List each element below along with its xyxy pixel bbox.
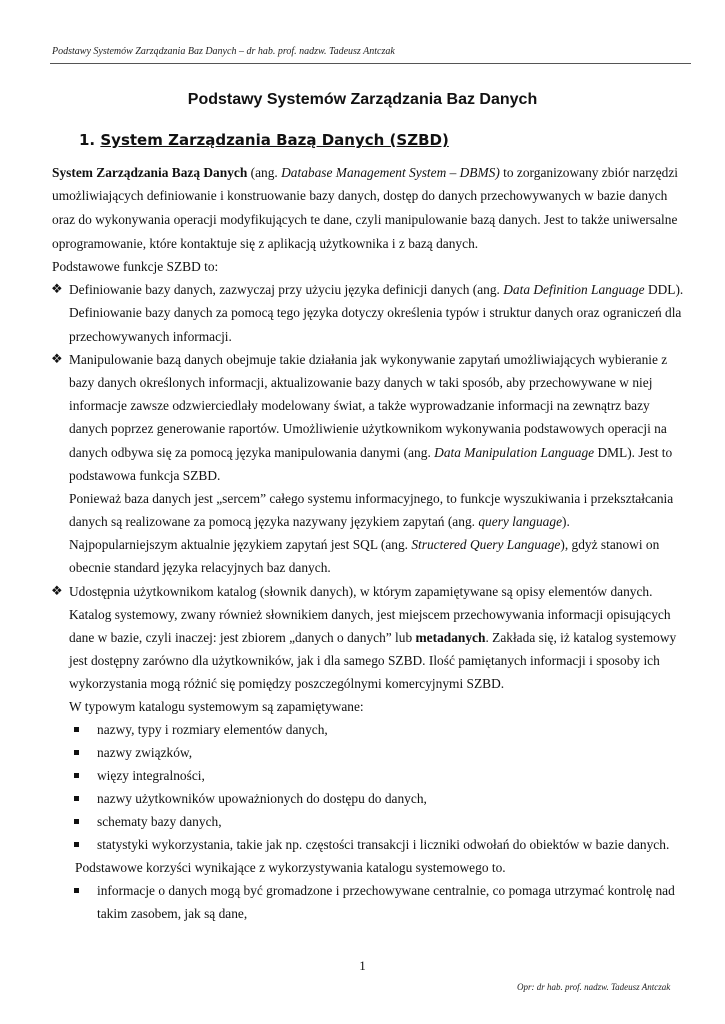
b3-l3-text: dane w bazie, czyli inaczej: jest zbiorem „danych o danych” lub — [69, 630, 416, 645]
square-bullet-icon — [74, 727, 79, 732]
intro-line-1 — [52, 166, 678, 179]
b1-l1-tail: DDL). — [644, 282, 684, 297]
diamond-bullet-icon: ❖ — [51, 352, 63, 367]
header-rule — [50, 63, 691, 64]
intro-line-3: oraz do wykonywania operacji modyfikujących te dane, czyli manipulowanie bazą danych. Jest to także uniwersalne — [52, 212, 678, 227]
b2-l8-text: danych są realizowane za pomocą języka nazywany językiem zapytań (ang. — [69, 514, 479, 529]
b2-line-3: informacje zawsze odzwierciedlały modelowany świat, a także wyprowadzanie informacji na zewnątrz bazy — [69, 398, 650, 413]
b3-line-6: W typowym katalogu systemowym są zapamiętywane: — [69, 699, 364, 714]
footer-note: Opr: dr hab. prof. nadzw. Tadeusz Antczak — [517, 982, 671, 992]
b2-l5-italic: Data Manipulation Language — [434, 445, 595, 460]
square-bullet-icon — [74, 819, 79, 824]
b2-line-6: podstawowa funkcja SZBD. — [69, 468, 221, 483]
b2-l9-tail: ), gdyż stanowi on — [560, 537, 660, 552]
b2-l5-tail: DML). Jest to — [594, 445, 673, 460]
section-title: System Zarządzania Bazą Danych (SZBD) — [100, 131, 449, 149]
b3-line-2: Katalog systemowy, zwany również słownikiem danych, jest miejscem przechowywania informacji opisujących — [69, 607, 671, 622]
b3-line-5: wykorzystania mogą różnić się pomiędzy poszczególnymi komercyjnymi SZBD. — [69, 676, 505, 691]
running-header: Podstawy Systemów Zarządzania Baz Danych – dr hab. prof. nadzw. Tadeusz Antczak — [52, 46, 395, 57]
square-bullet-icon — [74, 750, 79, 755]
sub-item-6: statystyki wykorzystania, takie jak np. częstości transakcji i liczniki odwołań do obiektów w bazie danych. — [97, 837, 670, 852]
b2-line-9 — [69, 538, 659, 551]
b3-l3-bold: metadanych — [415, 630, 486, 645]
b3-l3-tail: . Zakłada się, iż katalog systemowy — [485, 630, 677, 645]
intro-line-4: oprogramowanie, które kontaktuje się z aplikacją użytkownika i z bazą danych. — [52, 236, 479, 251]
sub-item-4: nazwy użytkowników upoważnionych do dostępu do danych, — [97, 791, 427, 806]
intro-rest: to zorganizowany zbiór narzędzi — [499, 165, 679, 180]
b1-line-1 — [69, 283, 683, 296]
b1-l1-italic: Data Definition Language — [503, 282, 645, 297]
b2-line-5 — [69, 446, 672, 459]
b3-line-3 — [69, 631, 676, 644]
square-bullet-icon — [74, 796, 79, 801]
section-heading — [79, 131, 449, 149]
b2-line-2: bazy danych określonych informacji, aktualizowanie bazy danych w taki sposób, aby przechowywane w niej — [69, 375, 653, 390]
sub-item-3: więzy integralności, — [97, 768, 205, 783]
document-title: Podstawy Systemów Zarządzania Baz Danych — [187, 91, 538, 108]
b2-l8-italic: query language — [478, 514, 563, 529]
section-number: 1. — [79, 131, 96, 149]
b2-l9-text: Najpopularniejszym aktualnie językiem zapytań jest SQL (ang. — [69, 537, 412, 552]
b3-line-1: Udostępnia użytkownikom katalog (słownik danych), w którym zapamiętywane są opisy elementów danych. — [69, 584, 653, 599]
benefit-line-1: informacje o danych mogą być gromadzone i przechowywane centralnie, co pomaga utrzymać kontrolę nad — [97, 883, 675, 898]
square-bullet-icon — [74, 888, 79, 893]
intro-term: System Zarządzania Bazą Danych — [52, 165, 248, 180]
intro-english: Database Management System – DBMS) — [281, 165, 500, 180]
diamond-bullet-icon: ❖ — [51, 584, 63, 599]
benefits-intro: Podstawowe korzyści wynikające z wykorzystywania katalogu systemowego to. — [75, 860, 506, 875]
square-bullet-icon — [74, 842, 79, 847]
page-number: 1 — [359, 958, 366, 973]
b3-line-4: jest dostępny zarówno dla użytkowników, jak i dla samego SZBD. Ilość pamiętanych informacji i sposoby ich — [69, 653, 660, 668]
square-bullet-icon — [74, 773, 79, 778]
b1-line-2: Definiowanie bazy danych za pomocą tego języka dotyczy określenia typów i struktur danych oraz ograniczeń dla — [69, 305, 682, 320]
sub-item-5: schematy bazy danych, — [97, 814, 222, 829]
b2-line-10: obecnie standard języka relacyjnych baz danych. — [69, 560, 331, 575]
b2-l9-italic: Structered Query Language — [411, 537, 561, 552]
b1-l1-text: Definiowanie bazy danych, zazwyczaj przy użyciu języka definicji danych (ang. — [69, 282, 504, 297]
diamond-bullet-icon: ❖ — [51, 282, 63, 297]
b2-l8-tail: ). — [562, 514, 570, 529]
intro-ang: (ang. — [247, 165, 282, 180]
b1-line-3: przechowywanych informacji. — [69, 329, 232, 344]
b2-line-4: danych poprzez generowanie raportów. Umożliwienie użytkownikom wykonywania podstawowych operacji na — [69, 421, 667, 436]
benefit-line-2: takim zasobem, jak są dane, — [97, 906, 248, 921]
functions-intro: Podstawowe funkcje SZBD to: — [52, 259, 219, 274]
b2-l5-text: danych odbywa się za pomocą języka manipulowania danymi (ang. — [69, 445, 435, 460]
intro-line-2: umożliwiających definiowanie i konstruowanie bazy danych, dostęp do danych przechowywanych w bazie danych — [52, 188, 668, 203]
b2-line-1: Manipulowanie bazą danych obejmuje takie działania jak wykonywanie zapytań umożliwiających wybieranie z — [69, 352, 668, 367]
b2-line-8 — [69, 515, 570, 528]
b2-line-7: Ponieważ baza danych jest „sercem” całego systemu informacyjnego, to funkcje wyszukiwania i przekształcania — [69, 491, 674, 506]
sub-item-2: nazwy związków, — [97, 745, 193, 760]
sub-item-1: nazwy, typy i rozmiary elementów danych, — [97, 722, 328, 737]
